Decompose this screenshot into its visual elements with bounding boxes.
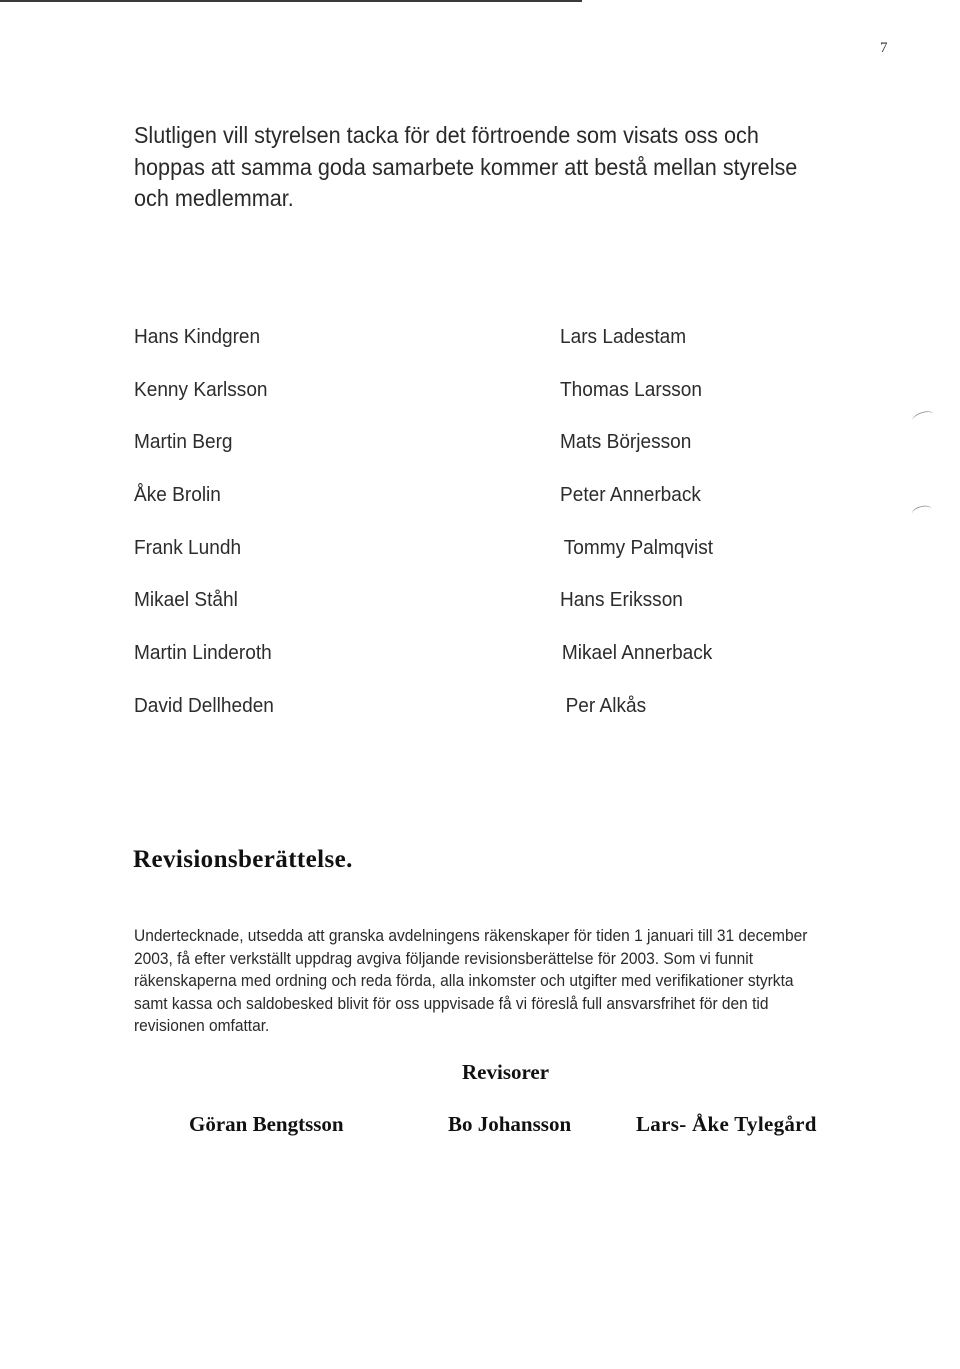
signatory-name: Hans Eriksson (560, 588, 683, 612)
auditor-name: Göran Bengtsson (189, 1112, 344, 1136)
pen-stroke-mark (911, 504, 933, 520)
audit-report-text: Undertecknade, utsedda att granska avdelningens räkenskaper för tiden 1 januari till 31 december 2003, få efter verkställt uppdrag avgiva följande revisionsberättelse för 2003. Som vi funnit räkenskaperna med ordning och reda förda, alla inkomster och utgifter med verifikationer styrkta samt kassa och saldobesked blivit för oss uppvisade få vi föreslå full ansvarsfrihet för den tid revisionen omfattar. (134, 927, 808, 1036)
signatory-name: Hans Kindgren (134, 325, 261, 348)
signatory-name: Åke Brolin (134, 483, 221, 507)
auditor-name: Bo Johansson (448, 1112, 572, 1136)
signatory-name: Tommy Palmqvist (563, 535, 714, 559)
signatory-name: Kenny Karlsson (134, 377, 268, 401)
signatory-name: Lars Ladestam (560, 325, 687, 348)
signatory-name: Martin Linderoth (134, 641, 272, 665)
signatory-name: Mikael Ståhl (134, 588, 238, 612)
signatory-name: Mikael Annerback (561, 641, 713, 665)
scan-edge-line (0, 0, 582, 2)
signatories-right-column (560, 322, 725, 744)
auditor-name: Lars- Åke Tylegård (636, 1112, 817, 1136)
signatory-name: Thomas Larsson (560, 377, 702, 401)
signatory-name: Peter Annerback (560, 483, 701, 507)
closing-paragraph: Slutligen vill styrelsen tacka för det förtroende som visats oss och hoppas att samma goda samarbete kommer att bestå mellan styrelse och medlemmar. (134, 122, 798, 211)
signatory-name: Per Alkås (565, 693, 647, 717)
signatory-name: Mats Börjesson (560, 430, 692, 454)
signatory-name: David Dellheden (134, 693, 274, 717)
signatory-name: Martin Berg (134, 430, 233, 454)
pen-stroke-mark (911, 409, 935, 426)
auditors-title: Revisorer (462, 1060, 550, 1084)
page-number: 7 (880, 40, 888, 56)
audit-report-heading: Revisionsberättelse. (133, 846, 353, 873)
signatory-name: Frank Lundh (134, 535, 242, 559)
signatories-left-column (134, 322, 284, 744)
